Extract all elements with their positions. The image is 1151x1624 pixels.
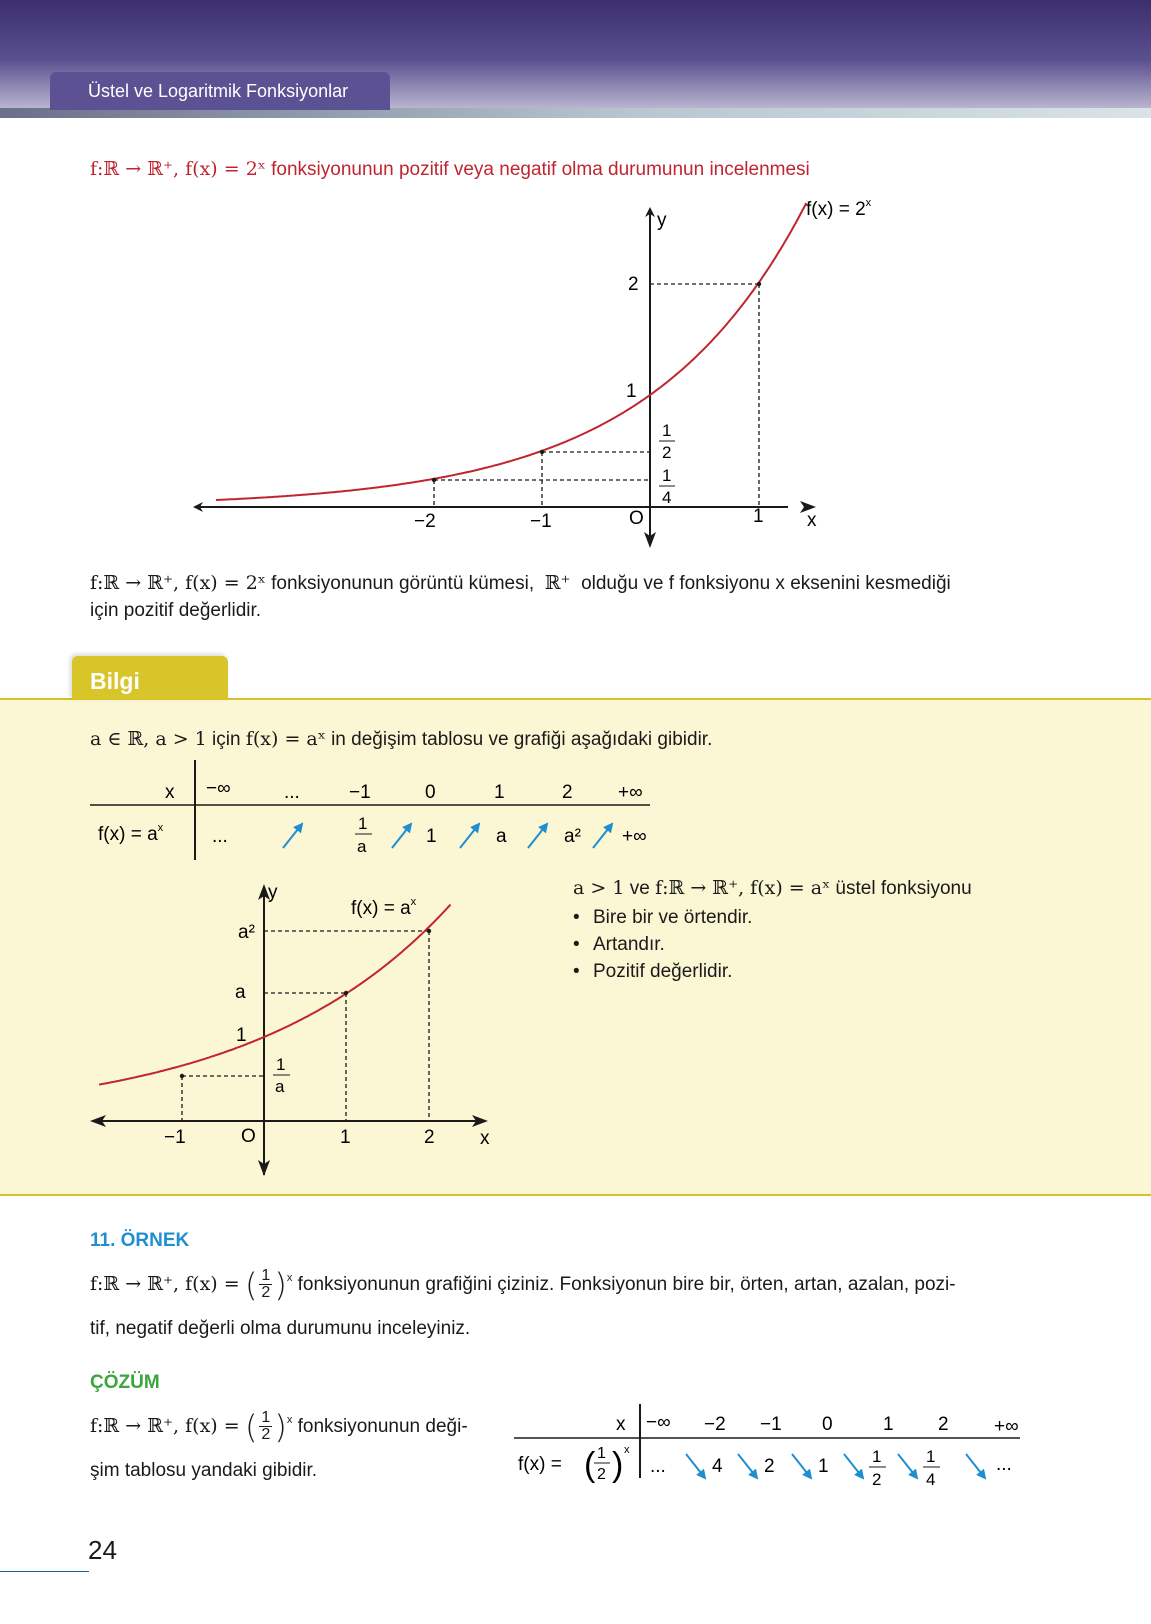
svg-text:2: 2 — [872, 1470, 882, 1489]
x-tick2-one: 1 — [340, 1127, 351, 1148]
y-tick-two: 2 — [628, 274, 639, 295]
page-rule — [0, 1571, 89, 1572]
prop-item: • Artandır. — [573, 931, 752, 958]
table-f-dots: ... — [212, 826, 228, 847]
table-f-label: $f(x) = a^x$ — [98, 822, 164, 845]
origin-label-2: O — [241, 1126, 256, 1147]
props-intro: a > 1 ve f:ℝ → ℝ⁺, f(x) = aˣ üstel fonksiyonu — [573, 877, 972, 899]
point-minus2 — [432, 478, 436, 482]
solution-line-2: şim tablosu yandaki gibidir. — [90, 1460, 318, 1481]
paragraph-line-1: f:ℝ → ℝ⁺, f(x) = 2ˣ fonksiyonunun görüntü kümesi, ℝ⁺ olduğu ve f fonksiyonu x eksenini kesmediği — [90, 572, 951, 594]
exp-graph-2x — [0, 0, 1151, 560]
example-line-2: tif, negatif değerli olma durumunu inceleyiniz. — [90, 1318, 471, 1339]
table-f-posinf: +∞ — [622, 826, 647, 847]
section-title: Üstel ve Logaritmik Fonksiyonlar — [50, 72, 390, 110]
table-x-0: 0 — [425, 782, 436, 803]
sol-f-end: ... — [996, 1454, 1012, 1475]
decrease-arrow-4 — [844, 1454, 863, 1478]
table-x-neginf: −∞ — [206, 778, 231, 799]
table-f-a2: a² — [564, 826, 581, 847]
decrease-arrow-1 — [686, 1454, 705, 1478]
exp-curve — [216, 203, 806, 500]
sol-x-minus2: −2 — [704, 1414, 726, 1435]
y-axis-label-2: y — [268, 882, 278, 903]
increase-arrow-4 — [528, 824, 547, 848]
point2-one — [344, 991, 348, 995]
info-tab: Bilgi — [72, 656, 228, 700]
y-tick-quarter — [659, 466, 675, 507]
increase-arrow-1 — [283, 824, 302, 848]
sol-x-minus1: −1 — [760, 1414, 782, 1435]
sol-f-1: 1 — [818, 1456, 829, 1477]
origin-label: O — [629, 508, 644, 529]
point-one — [757, 282, 761, 286]
sol-f-dots: ... — [650, 1456, 666, 1477]
decrease-arrow-2 — [738, 1454, 757, 1478]
svg-text:1: 1 — [872, 1447, 882, 1466]
table-x-1: 1 — [494, 782, 505, 803]
y-tick-a2: a² — [238, 922, 255, 943]
paragraph-line-2: için pozitif değerlidir. — [90, 600, 262, 621]
x-tick-one: 1 — [753, 506, 764, 527]
point2-two — [427, 929, 431, 933]
x-tick-minus1: −1 — [530, 511, 552, 532]
heading-function: f:ℝ → ℝ⁺, f(x) = 2ˣ — [90, 158, 266, 180]
decrease-arrow-6 — [966, 1454, 985, 1478]
decrease-arrow-5 — [898, 1454, 917, 1478]
sol-x-2: 2 — [938, 1414, 949, 1435]
x-axis-label: x — [807, 510, 817, 531]
sol-x-neginf: −∞ — [646, 1412, 671, 1433]
svg-text:1: 1 — [926, 1447, 936, 1466]
prop-item: • Pozitif değerlidir. — [573, 958, 752, 985]
curve-label: $f(x) = 2^x$ — [806, 197, 872, 220]
svg-text:(: ( — [584, 1446, 596, 1484]
example-heading: 11. ÖRNEK — [90, 1230, 190, 1251]
solution-variation-table — [500, 1398, 1040, 1494]
sol-f-half — [869, 1447, 886, 1489]
svg-text:1: 1 — [662, 421, 672, 440]
sol-x-posinf: +∞ — [994, 1416, 1019, 1437]
heading-text: fonksiyonunun pozitif veya negatif olma durumunun incelenmesi — [271, 159, 810, 180]
x-tick2-minus1: −1 — [164, 1127, 186, 1148]
y-tick-half — [659, 421, 675, 462]
table-x-posinf: +∞ — [618, 782, 643, 803]
svg-text:a: a — [275, 1077, 285, 1096]
page-number: 24 — [88, 1535, 117, 1565]
sol-x-label: x — [616, 1414, 626, 1435]
prop-item: • Bire bir ve örtendir. — [573, 904, 752, 931]
solution-line-1: f:ℝ → ℝ⁺, f(x) = ( $\frac{1}{2}$ )$^x$ fonksiyonunun deği- — [90, 1407, 468, 1446]
sol-x-0: 0 — [822, 1414, 833, 1435]
solution-fraction: $\frac{1}{2}$ — [261, 1409, 271, 1444]
x-axis-label-2: x — [480, 1128, 490, 1149]
sol-x-1: 1 — [883, 1414, 894, 1435]
svg-text:1: 1 — [662, 466, 672, 485]
svg-text:1: 1 — [276, 1055, 286, 1074]
y-tick-a: a — [235, 982, 246, 1003]
y-tick-one: 1 — [626, 381, 637, 402]
y-tick-inv-a — [273, 1055, 290, 1096]
svg-text:2: 2 — [597, 1466, 606, 1483]
table-f-frac — [355, 814, 372, 856]
svg-text:2: 2 — [662, 443, 672, 462]
svg-text:4: 4 — [662, 488, 672, 507]
table-x-dots: ... — [284, 782, 300, 803]
x-tick-minus2: −2 — [414, 511, 436, 532]
solution-heading: ÇÖZÜM — [90, 1372, 160, 1393]
increase-arrow-3 — [460, 824, 479, 848]
sol-f-label-fraction — [584, 1444, 630, 1484]
exp-graph-ax — [0, 870, 540, 1180]
sol-f-4: 4 — [712, 1456, 723, 1477]
svg-text:1: 1 — [597, 1445, 606, 1462]
example-line-1: f:ℝ → ℝ⁺, f(x) = ( $\frac{1}{2}$ )$^x$ fonksiyonunun grafiğini çiziniz. Fonksiyonun bire bir, örten, artan, azalan, pozi- — [90, 1265, 956, 1304]
props-list — [573, 904, 752, 985]
svg-text:1: 1 — [358, 814, 368, 833]
table-f-1: 1 — [426, 826, 437, 847]
svg-text:a: a — [357, 837, 367, 856]
decrease-arrow-3 — [792, 1454, 811, 1478]
info-variation-table — [0, 760, 700, 870]
table-f-a: a — [496, 826, 507, 847]
increase-arrow-5 — [593, 824, 612, 848]
sol-f-2: 2 — [764, 1456, 775, 1477]
svg-text:4: 4 — [926, 1470, 936, 1489]
point2-minus1 — [180, 1074, 184, 1078]
increase-arrow-2 — [392, 824, 411, 848]
curve-label-2: $f(x) = a^x$ — [351, 896, 417, 919]
example-fraction: $\frac{1}{2}$ — [261, 1267, 271, 1302]
y-tick-one-2: 1 — [236, 1025, 247, 1046]
table-x-minus1: −1 — [349, 782, 371, 803]
svg-text:x: x — [624, 1444, 630, 1456]
point-minus1 — [540, 450, 544, 454]
table-x-label: x — [165, 782, 175, 803]
x-tick2-two: 2 — [424, 1127, 435, 1148]
y-axis-label: y — [657, 210, 667, 231]
info-intro: a ∈ ℝ, a > 1 için f(x) = aˣ in değişim tablosu ve grafiği aşağıdaki gibidir. — [90, 728, 713, 750]
svg-text:): ) — [612, 1446, 624, 1484]
sol-f-quarter — [923, 1447, 940, 1489]
sol-f-label: f(x) = — [518, 1454, 562, 1475]
table-x-2: 2 — [562, 782, 573, 803]
